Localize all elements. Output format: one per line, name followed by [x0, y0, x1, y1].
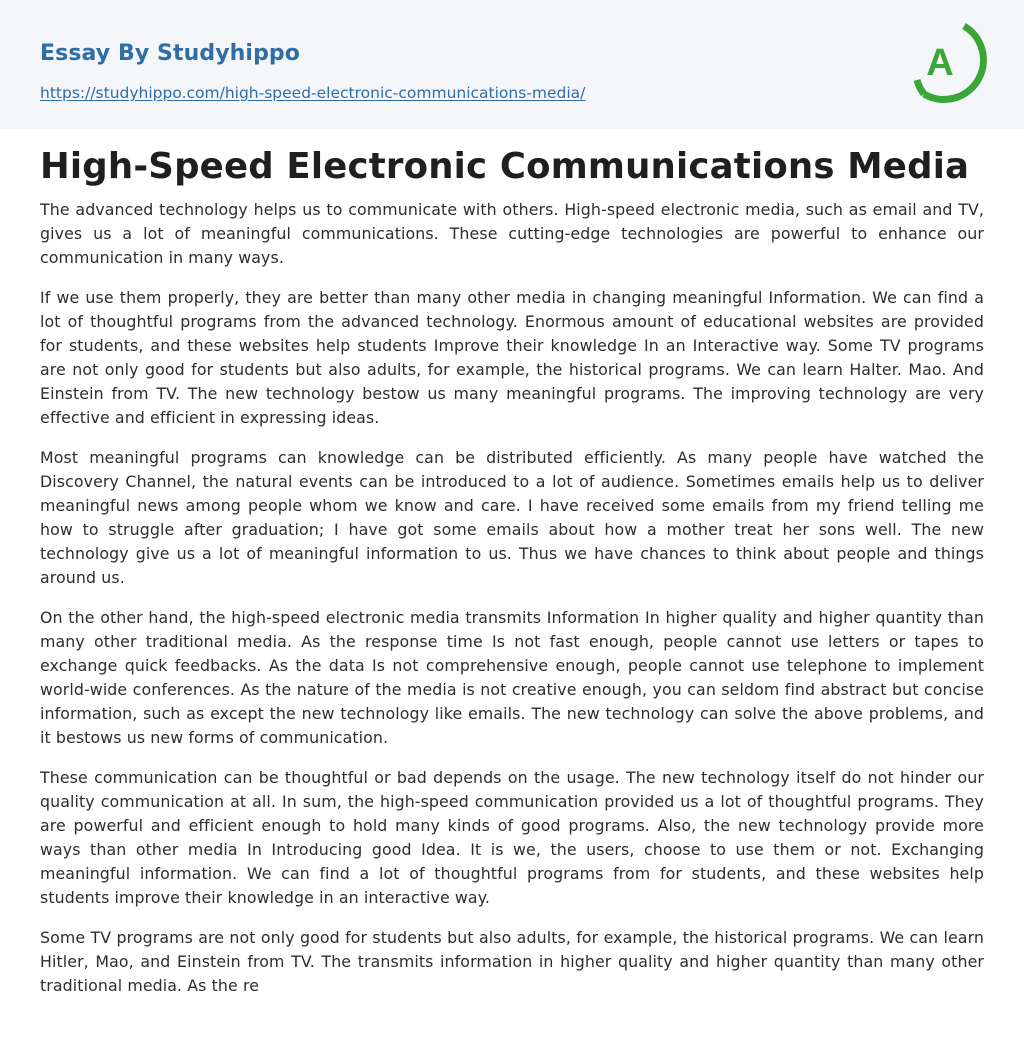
article-body: [0, 129, 1024, 998]
site-header: [0, 0, 1024, 129]
studyhippo-logo-icon[interactable]: [912, 18, 988, 106]
paragraph-5: These communication can be thoughtful or bad depends on the usage. The new technology itself do not hinder our quality communication at all. In sum, the high-speed communication provided us a lot of thoughtful programs. They are powerful and efficient enough to hold many kinds of good programs. Also, the new technology provide more ways than other media In Introducing good Idea. It is we, the users, choose to use them or not. Exchanging meaningful information. We can find a lot of thoughtful programs from for students, and these websites help students improve their knowledge in an interactive way.: [40, 768, 984, 907]
article-title: High-Speed Electronic Communications Media: [40, 146, 970, 187]
svg-text:A: A: [926, 42, 954, 84]
paragraph-1: The advanced technology helps us to communicate with others. High-speed electronic media, such as email and TV, gives us a lot of meaningful communications. These cutting-edge technologies are powerful to enhance our communication in many ways.: [40, 200, 984, 267]
paragraph-2: If we use them properly, they are better than many other media in changing meaningful Information. We can find a lot of thoughtful programs from the advanced technology. Enormous amount of educational websites are provided for students, and these websites help students Improve their knowledge In an Interactive way. Some TV programs are not only good for students but also adults, for example, the historical programs. We can learn Halter. Mao. And Einstein from TV. The new technology bestow us many meaningful programs. The improving technology are very effective and efficient in expressing ideas.: [40, 288, 984, 427]
essay-url-link[interactable]: https://studyhippo.com/high-speed-electronic-communications-media/: [40, 84, 586, 102]
paragraph-3: Most meaningful programs can knowledge can be distributed efficiently. As many people have watched the Discovery Channel, the natural events can be introduced to a lot of audience. Sometimes emails help us to deliver meaningful news among people whom we know and care. I have received some emails from my friend telling me how to struggle after graduation; I have got some emails about how a mother treat her sons well. The new technology give us a lot of meaningful information to us. Thus we have chances to think about people and things around us.: [40, 448, 984, 587]
paragraph-6: Some TV programs are not only good for students but also adults, for example, the historical programs. We can learn Hitler, Mao, and Einstein from TV. The transmits information in higher quality and higher quantity than many other traditional media. As the re: [40, 928, 984, 995]
site-brand[interactable]: Essay By Studyhippo: [40, 41, 300, 66]
paragraph-4: On the other hand, the high-speed electronic media transmits Information In higher quality and higher quantity than many other traditional media. As the response time Is not fast enough, people cannot use letters or tapes to exchange quick feedbacks. As the data Is not comprehensive enough, people cannot use telephone to implement world-wide conferences. As the nature of the media is not creative enough, you can seldom find abstract but concise information, such as except the new technology like emails. The new technology can solve the above problems, and it bestows us new forms of communication.: [40, 608, 984, 747]
